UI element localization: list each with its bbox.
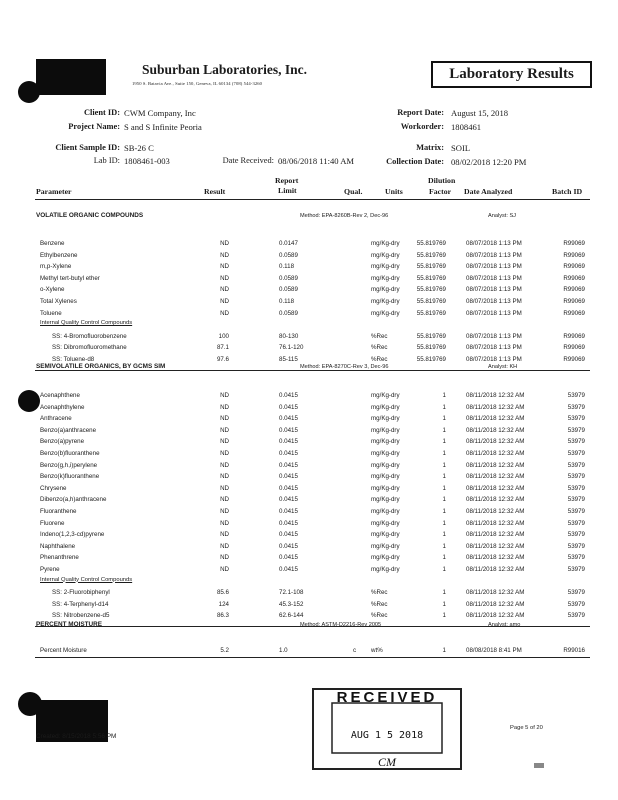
cell-limit: 85-115 (279, 356, 298, 363)
cell-dilution: 1 (442, 415, 446, 423)
cell-limit: 0.0147 (279, 240, 298, 247)
cell-result: ND (220, 496, 229, 504)
cell-result: ND (220, 461, 229, 469)
cell-date-analyzed: 08/11/2018 12:32 AM (466, 589, 525, 597)
cell-batch-id: 53979 (567, 426, 585, 434)
lab-id-value: 1808461-003 (124, 156, 170, 166)
client-id-label: Client ID: (83, 108, 120, 117)
cell-dilution: 55.819769 (416, 298, 446, 305)
cell-date-analyzed: 08/11/2018 12:32 AM (466, 508, 525, 515)
workorder-value: 1808461 (451, 122, 482, 132)
cell-parameter: SS: Dibromofluoromethane (52, 344, 127, 352)
cell-units: mg/Kg-dry (371, 508, 400, 515)
cell-parameter: Benzo(g,h,i)perylene (40, 461, 98, 469)
cell-result: ND (220, 484, 229, 492)
cell-limit: 76.1-120 (279, 344, 304, 352)
cell-result: ND (220, 392, 229, 399)
cell-dilution: 55.819769 (416, 344, 446, 352)
cell-result: ND (220, 309, 229, 317)
workorder-label: Workorder: (400, 122, 444, 131)
cell-limit: 0.0415 (279, 566, 298, 573)
cell-parameter: Pyrene (40, 566, 60, 573)
cell-date-analyzed: 08/11/2018 12:32 AM (466, 566, 525, 573)
cell-units: %Rec (371, 600, 388, 608)
cell-parameter: SS: 4-Terphenyl-d14 (52, 600, 109, 608)
cell-batch-id: 53979 (567, 473, 585, 481)
cell-date-analyzed: 08/07/2018 1:13 PM (466, 344, 522, 352)
cell-batch-id: R99069 (563, 240, 585, 247)
date-received-label: Date Received: (222, 156, 274, 165)
cell-batch-id: 53979 (567, 600, 585, 608)
cell-limit: 0.0415 (279, 508, 298, 515)
cell-parameter: Fluorene (40, 519, 65, 527)
page-mark (534, 763, 544, 768)
cell-units: mg/Kg-dry (371, 286, 400, 294)
cell-units: %Rec (371, 332, 388, 340)
cell-dilution: 1 (442, 612, 446, 620)
cell-batch-id: 53979 (567, 542, 585, 550)
cell-limit: 0.118 (279, 263, 295, 271)
cell-result: ND (220, 542, 229, 550)
cell-date-analyzed: 08/11/2018 12:32 AM (466, 392, 525, 399)
cell-units: %Rec (371, 612, 388, 620)
cell-batch-id: 53979 (567, 403, 585, 411)
cell-parameter: Phenanthrene (40, 554, 79, 562)
cell-dilution: 1 (442, 519, 446, 527)
cell-limit: 0.0415 (279, 531, 298, 539)
lab-id-label: Lab ID: (93, 156, 120, 165)
cell-units: mg/Kg-dry (371, 484, 400, 492)
cell-dilution: 1 (442, 484, 446, 492)
punch-hole (18, 81, 40, 103)
cell-units: mg/Kg-dry (371, 309, 400, 317)
cell-limit: 0.0415 (279, 415, 298, 423)
cell-date-analyzed: 08/11/2018 12:32 AM (466, 484, 525, 492)
cell-parameter: Benzene (40, 240, 65, 247)
cell-limit: 0.118 (279, 298, 295, 305)
qc-section-title: Internal Quality Control Compounds (40, 320, 133, 327)
cell-parameter: Acenaphthylene (40, 403, 85, 411)
cell-units: mg/Kg-dry (371, 519, 400, 527)
cell-batch-id: 53979 (567, 392, 585, 399)
report-date-value: August 15, 2018 (451, 108, 509, 118)
cell-dilution: 1 (442, 473, 446, 481)
cell-units: mg/Kg-dry (371, 240, 400, 247)
col-batch-id: Batch ID (552, 187, 583, 196)
cell-batch-id: R99069 (563, 356, 585, 363)
cell-dilution: 1 (442, 554, 446, 562)
cell-units: mg/Kg-dry (371, 392, 400, 399)
cell-units: mg/Kg-dry (371, 542, 400, 550)
project-name-value: S and S Infinite Peoria (124, 122, 202, 132)
cell-parameter: m,p-Xylene (40, 263, 72, 271)
cell-batch-id: 53979 (567, 461, 585, 469)
cell-batch-id: R99069 (563, 309, 585, 317)
cell-batch-id: 53979 (567, 554, 585, 562)
cell-parameter: Percent Moisture (40, 647, 87, 654)
col-dilution: Dilution (428, 176, 456, 185)
cell-dilution: 55.819769 (416, 251, 446, 259)
stamp-inner-border (332, 703, 442, 753)
cell-limit: 0.0415 (279, 461, 298, 469)
cell-dilution: 55.819769 (416, 309, 446, 317)
cell-result: ND (220, 438, 229, 446)
cell-parameter: SS: Nitrobenzene-d5 (52, 612, 110, 620)
cell-parameter: SS: Toluene-d8 (52, 356, 95, 363)
cell-dilution: 55.819769 (416, 263, 446, 271)
cell-batch-id: R99016 (563, 647, 585, 654)
cell-limit: 0.0589 (279, 286, 298, 294)
cell-result: ND (220, 566, 229, 573)
section-title: VOLATILE ORGANIC COMPOUNDS (36, 212, 144, 219)
cell-units: mg/Kg-dry (371, 566, 400, 573)
client-sample-id-label: Client Sample ID: (55, 143, 120, 152)
cell-date-analyzed: 08/11/2018 12:32 AM (466, 519, 525, 527)
cell-batch-id: R99069 (563, 251, 585, 259)
section-title: SEMIVOLATILE ORGANICS, BY GCMS SIM (36, 363, 166, 370)
cell-units: mg/Kg-dry (371, 426, 400, 434)
cell-dilution: 1 (442, 450, 446, 457)
section-method: Method: EPA-8260B-Rev 2, Dec-96 (300, 213, 389, 219)
cell-date-analyzed: 08/07/2018 1:13 PM (466, 356, 522, 363)
cell-batch-id: R99069 (563, 263, 585, 271)
punch-hole (18, 692, 42, 716)
client-id-value: CWM Company, Inc (124, 108, 196, 118)
cell-units: mg/Kg-dry (371, 438, 400, 446)
cell-parameter: o-Xylene (40, 286, 65, 294)
cell-batch-id: 53979 (567, 589, 585, 597)
cell-parameter: Naphthalene (40, 542, 76, 550)
stamp-date: AUG 1 5 2018 (350, 730, 424, 741)
cell-result: 124 (218, 600, 229, 608)
cell-units: mg/Kg-dry (371, 415, 400, 423)
cell-limit: 0.0415 (279, 519, 298, 527)
cell-result: ND (220, 274, 229, 282)
cell-batch-id: 53979 (567, 531, 585, 539)
cell-limit: 0.0415 (279, 496, 298, 504)
cell-units: mg/Kg-dry (371, 450, 400, 457)
cell-units: mg/Kg-dry (371, 554, 400, 562)
cell-parameter: Acenaphthene (40, 392, 80, 399)
cell-units: mg/Kg-dry (371, 496, 400, 504)
project-name-label: Project Name: (68, 122, 120, 131)
col-report: Report (275, 176, 299, 185)
cell-date-analyzed: 08/11/2018 12:32 AM (466, 473, 525, 481)
cell-parameter: SS: 2-Fluorobiphenyl (52, 589, 110, 597)
cell-limit: 0.0415 (279, 426, 298, 434)
cell-limit: 0.0415 (279, 542, 298, 550)
matrix-label: Matrix: (416, 143, 444, 152)
cell-dilution: 1 (442, 600, 446, 608)
created-timestamp: Created: 8/15/2018 5:56 PM (36, 733, 117, 740)
cell-batch-id: 53979 (567, 438, 585, 446)
cell-date-analyzed: 08/07/2018 1:13 PM (466, 251, 522, 259)
cell-date-analyzed: 08/11/2018 12:32 AM (466, 554, 525, 562)
cell-parameter: Total Xylenes (40, 298, 77, 305)
cell-parameter: Benzo(a)pyrene (40, 438, 85, 446)
cell-units: wt% (371, 647, 383, 654)
cell-dilution: 1 (442, 403, 446, 411)
cell-result: ND (220, 531, 229, 539)
cell-result: ND (220, 473, 229, 481)
cell-limit: 72.1-108 (279, 589, 304, 597)
cell-parameter: Chrysene (40, 484, 67, 492)
cell-date-analyzed: 08/11/2018 12:32 AM (466, 531, 525, 539)
cell-date-analyzed: 08/08/2018 8:41 PM (466, 647, 522, 654)
cell-units: mg/Kg-dry (371, 274, 400, 282)
cell-units: mg/Kg-dry (371, 263, 400, 271)
cell-result: 5.2 (220, 647, 229, 654)
cell-dilution: 55.819769 (416, 332, 446, 340)
cell-date-analyzed: 08/11/2018 12:32 AM (466, 426, 525, 434)
cell-date-analyzed: 08/07/2018 1:13 PM (466, 309, 522, 317)
cell-dilution: 1 (442, 438, 446, 446)
cell-limit: 0.0415 (279, 392, 298, 399)
cell-parameter: SS: 4-Bromofluorobenzene (52, 332, 127, 340)
section-analyst: Analyst: SJ (488, 213, 516, 219)
cell-dilution: 1 (442, 392, 446, 399)
punch-hole (18, 390, 40, 412)
cell-date-analyzed: 08/11/2018 12:32 AM (466, 612, 525, 620)
cell-limit: 0.0589 (279, 274, 298, 282)
collection-date-value: 08/02/2018 12:20 PM (451, 157, 527, 167)
page-number: Page 5 of 20 (510, 725, 543, 731)
client-sample-id-value: SB-26 C (124, 143, 154, 153)
section-title: PERCENT MOISTURE (36, 621, 103, 628)
cell-batch-id: 53979 (567, 519, 585, 527)
cell-units: mg/Kg-dry (371, 403, 400, 411)
cell-limit: 0.0415 (279, 403, 298, 411)
lab-company-name: Suburban Laboratories, Inc. (142, 62, 308, 77)
cell-result: ND (220, 450, 229, 457)
cell-result: 87.1 (216, 344, 229, 352)
cell-dilution: 1 (442, 508, 446, 515)
cell-date-analyzed: 08/07/2018 1:13 PM (466, 286, 522, 294)
cell-parameter: Dibenzo(a,h)anthracene (40, 496, 107, 504)
cell-limit: 0.0415 (279, 473, 298, 481)
cell-date-analyzed: 08/07/2018 1:13 PM (466, 263, 522, 271)
cell-date-analyzed: 08/11/2018 12:32 AM (466, 461, 525, 469)
cell-limit: 0.0415 (279, 554, 298, 562)
cell-batch-id: R99069 (563, 332, 585, 340)
cell-result: ND (220, 263, 229, 271)
cell-date-analyzed: 08/11/2018 12:32 AM (466, 450, 525, 457)
cell-qual: c (353, 647, 357, 654)
cell-batch-id: R99069 (563, 298, 585, 305)
cell-dilution: 55.819769 (416, 240, 446, 247)
report-title: Laboratory Results (431, 61, 592, 88)
cell-result: 100 (218, 332, 229, 340)
cell-batch-id: 53979 (567, 612, 585, 620)
cell-limit: 62.6-144 (279, 612, 304, 620)
cell-result: ND (220, 415, 229, 423)
cell-batch-id: 53979 (567, 484, 585, 492)
cell-limit: 0.0415 (279, 484, 298, 492)
cell-date-analyzed: 08/07/2018 1:13 PM (466, 332, 522, 340)
stamp-word: RECEIVED (336, 689, 438, 706)
cell-result: ND (220, 286, 229, 294)
qc-section-title: Internal Quality Control Compounds (40, 576, 133, 583)
cell-result: ND (220, 240, 229, 247)
cell-limit: 1.0 (279, 647, 288, 654)
cell-batch-id: 53979 (567, 450, 585, 457)
cell-dilution: 1 (442, 566, 446, 573)
cell-units: %Rec (371, 356, 388, 363)
cell-dilution: 1 (442, 461, 446, 469)
cell-dilution: 55.819769 (416, 274, 446, 282)
section-analyst: Analyst: KH (488, 364, 518, 370)
cell-result: ND (220, 403, 229, 411)
cell-parameter: Ethylbenzene (40, 251, 78, 259)
cell-result: 85.6 (216, 589, 229, 597)
report-date-label: Report Date: (397, 108, 444, 117)
cell-parameter: Toluene (40, 309, 62, 317)
section-method: Method: EPA-8270C-Rev 3, Dec-96 (300, 364, 389, 370)
cell-date-analyzed: 08/07/2018 1:13 PM (466, 240, 522, 247)
cell-result: 86.3 (216, 612, 229, 620)
date-received-value: 08/06/2018 11:40 AM (278, 156, 355, 166)
cell-dilution: 1 (442, 531, 446, 539)
stamp-initials: CM (378, 755, 396, 769)
collection-date-label: Collection Date: (386, 157, 444, 166)
cell-limit: 80-130 (279, 332, 299, 340)
cell-result: 97.6 (216, 356, 229, 363)
cell-date-analyzed: 08/11/2018 12:32 AM (466, 542, 525, 550)
cell-units: mg/Kg-dry (371, 531, 400, 539)
cell-result: ND (220, 508, 229, 515)
cell-units: mg/Kg-dry (371, 473, 400, 481)
cell-result: ND (220, 554, 229, 562)
cell-dilution: 1 (442, 426, 446, 434)
cell-units: mg/Kg-dry (371, 251, 400, 259)
cell-dilution: 1 (442, 589, 446, 597)
cell-parameter: Anthracene (40, 415, 72, 423)
cell-date-analyzed: 08/11/2018 12:32 AM (466, 403, 525, 411)
cell-batch-id: R99069 (563, 344, 585, 352)
cell-dilution: 55.819769 (416, 286, 446, 294)
cell-dilution: 1 (442, 542, 446, 550)
cell-limit: 0.0589 (279, 251, 298, 259)
cell-batch-id: R99069 (563, 274, 585, 282)
cell-parameter: Benzo(a)anthracene (40, 426, 97, 434)
redaction-block (36, 59, 106, 95)
cell-batch-id: 53979 (567, 508, 585, 515)
cell-result: ND (220, 298, 229, 305)
cell-parameter: Benzo(k)fluoranthene (40, 473, 100, 481)
cell-limit: 0.0589 (279, 309, 298, 317)
cell-date-analyzed: 08/11/2018 12:32 AM (466, 496, 525, 504)
cell-date-analyzed: 08/11/2018 12:32 AM (466, 415, 525, 423)
cell-units: mg/Kg-dry (371, 461, 400, 469)
cell-batch-id: R99069 (563, 286, 585, 294)
lab-address: 1950 S. Batavia Ave., Suite 150, Geneva, IL 60134 (708) 544-3260 (132, 81, 263, 86)
col-units: Units (385, 187, 403, 196)
col-result: Result (204, 187, 226, 196)
cell-parameter: Benzo(b)fluoranthene (40, 450, 100, 457)
cell-batch-id: 53979 (567, 496, 585, 504)
cell-dilution: 55.819769 (416, 356, 446, 363)
cell-units: %Rec (371, 344, 388, 352)
cell-result: ND (220, 519, 229, 527)
cell-date-analyzed: 08/11/2018 12:32 AM (466, 438, 525, 446)
col-limit: Limit (278, 186, 297, 195)
cell-parameter: Methyl tert-butyl ether (40, 274, 100, 282)
cell-parameter: Indeno(1,2,3-cd)pyrene (40, 531, 105, 539)
cell-limit: 45.3-152 (279, 600, 304, 608)
cell-units: mg/Kg-dry (371, 298, 400, 305)
cell-result: ND (220, 426, 229, 434)
cell-dilution: 1 (442, 496, 446, 504)
section-divider (35, 657, 590, 658)
header-divider (35, 199, 590, 200)
col-factor: Factor (429, 187, 452, 196)
col-qual: Qual. (344, 187, 363, 196)
cell-dilution: 1 (442, 647, 446, 654)
cell-date-analyzed: 08/07/2018 1:13 PM (466, 298, 522, 305)
cell-limit: 0.0415 (279, 438, 298, 446)
cell-result: ND (220, 251, 229, 259)
section-analyst: Analyst: amo (488, 622, 521, 628)
col-date-analyzed: Date Analyzed (464, 187, 513, 196)
section-method: Method: ASTM-D2216-Rev 2005 (300, 622, 382, 628)
cell-batch-id: 53979 (567, 566, 585, 573)
col-parameter: Parameter (36, 187, 72, 196)
cell-batch-id: 53979 (567, 415, 585, 423)
cell-parameter: Fluoranthene (40, 508, 77, 515)
cell-date-analyzed: 08/11/2018 12:32 AM (466, 600, 525, 608)
matrix-value: SOIL (451, 143, 471, 153)
received-stamp (312, 688, 462, 770)
cell-date-analyzed: 08/07/2018 1:13 PM (466, 274, 522, 282)
cell-limit: 0.0415 (279, 450, 298, 457)
cell-units: %Rec (371, 589, 388, 597)
